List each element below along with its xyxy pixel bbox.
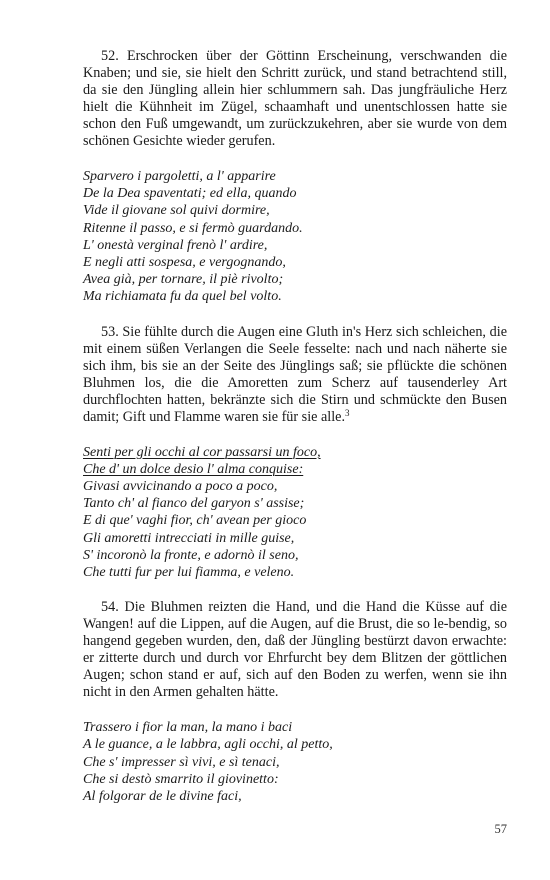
- verse-line: Ma richiamata fu da quel bel volto.: [83, 289, 282, 305]
- verse-line: Che si destò smarrito il giovinetto:: [83, 771, 279, 787]
- verse-line: E negli atti sospesa, e vergognando,: [83, 255, 286, 271]
- verse-line: Avea già, per tornare, il piè rivolto;: [83, 272, 284, 288]
- verse-line: Al folgorar de le divine faci,: [83, 789, 242, 805]
- verse-line: Sparvero i pargoletti, a l' apparire: [83, 169, 276, 184]
- verse-line: De la Dea spaventati; ed ella, quando: [83, 186, 297, 202]
- verse-line: Vide il giovane sol quivi dormire,: [83, 203, 270, 219]
- page-number: 57: [494, 822, 507, 836]
- verse-line: E di que' vaghi fior, ch' avean per gioco: [83, 513, 307, 529]
- verse-53: [83, 444, 507, 582]
- paragraph-54: 54. Die Bluhmen reizten die Hand, und die Hand die Küsse auf die Wangen! auf die Lippen, auf die Augen, auf die Brust, die so le-bendig, so hangend gegeben wurden, den, daß der Jüngling bestürzt davon erwachte: er zitterte durch und durch vor Ehrfurcht bey dem Blitzen der göttlichen Augen; schon stand er auf, sich auf den Boden zu werfen, wenn sie ihn nicht in den Armen gehalten hätte.: [83, 599, 507, 701]
- verse-line: Che tutti fur per lui fiamma, e veleno.: [83, 565, 295, 581]
- verse-line: L' onestà verginal frenò l' ardire,: [83, 237, 268, 253]
- verse-line: A le guance, a le labbra, agli occhi, al petto,: [83, 737, 333, 753]
- verse-line: Gli amoretti intrecciati in mille guise,: [83, 530, 295, 546]
- paragraph-53-text: 53. Sie fühlte durch die Augen eine Gluth in's Herz sich schleichen, die mit einem süßen Verlangen die Seele fesselte: nach und nach näherte sie sich ihm, bis sie an der Seite des Jünglings saß; sie pflückte die schönen Bluhmen los, die die Amoretten zum Scherz auf tausenderley Art durchflochten hatten, bekränzte sich die Stirn und schmückte den Busen damit; Gift und Flamme waren sie für sie alle.: [83, 323, 507, 425]
- verse-line: Che d' un dolce desio l' alma conquise:: [83, 461, 304, 477]
- verse-line: Trassero i fior la man, la mano i baci: [83, 720, 293, 736]
- verse-line: Givasi avvicinando a poco a poco,: [83, 479, 278, 495]
- verse-54: [83, 719, 507, 805]
- verse-line: Che s' impresser sì vivi, e sì tenaci,: [83, 754, 280, 770]
- verse-52: [83, 168, 507, 306]
- footnote-marker: 3: [345, 407, 350, 418]
- page-body: [83, 48, 507, 805]
- verse-line: Senti per gli occhi al cor passarsi un foco,: [83, 444, 321, 460]
- paragraph-52: 52. Erschrocken über der Göttinn Erscheinung, verschwanden die Knaben; und sie, sie hielt den Schritt zurück, und stand betrachtend still, da sie den Jüngling allein hier schlummern sah. Das jungfräuliche Herz hielt die Kühnheit im Zügel, schaamhaft und unentschlossen hatte sie schon den Fuß umgewandt, um zurückzukehren, aber sie wurde von dem schönen Gesichte wieder gerufen.: [83, 48, 507, 149]
- paragraph-53: [83, 324, 507, 426]
- verse-line: Tanto ch' al fianco del garyon s' assise;: [83, 496, 305, 512]
- verse-line: Ritenne il passo, e si fermò guardando.: [83, 220, 303, 236]
- verse-line: S' incoronò la fronte, e adornò il seno,: [83, 547, 299, 563]
